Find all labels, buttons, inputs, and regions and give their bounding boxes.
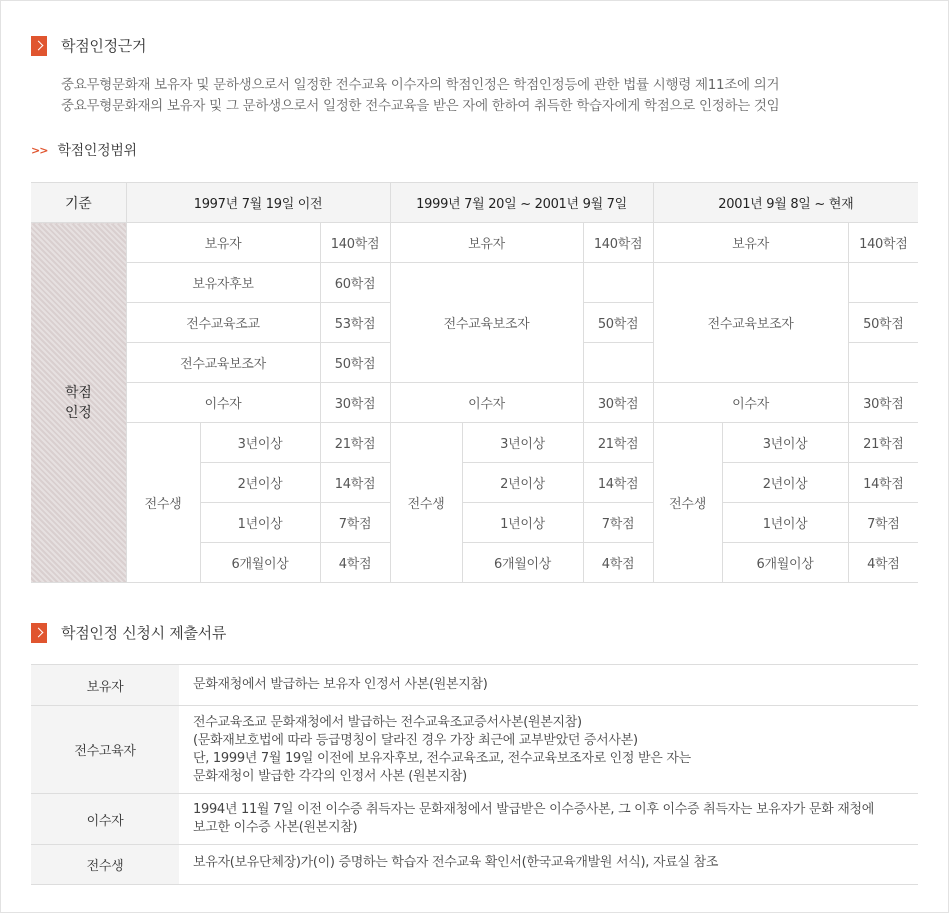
credit-cell: 50학점 bbox=[320, 343, 390, 383]
table-row bbox=[31, 845, 918, 885]
rank-cell: 이수자 bbox=[390, 383, 583, 423]
documents-table bbox=[31, 664, 918, 885]
credit-cell: 140학점 bbox=[848, 223, 918, 263]
trainee-cell: 전수생 bbox=[126, 423, 200, 583]
doc-line: 단, 1999년 7월 19일 이전에 보유자후보, 전수교육조교, 전수교육보조자로 인정 받은 자는 bbox=[193, 750, 691, 766]
trainee-cell: 전수생 bbox=[390, 423, 462, 583]
description-line: 중요무형문화재 보유자 및 문하생으로서 일정한 전수교육 이수자의 학점인정은 학점인정등에 관한 법률 시행령 제11조에 의거 bbox=[61, 77, 780, 93]
chevron-right-icon bbox=[31, 36, 47, 56]
period-cell: 3년이상 bbox=[200, 423, 320, 463]
credit-cell: 7학점 bbox=[848, 503, 918, 543]
period-cell: 2년이상 bbox=[722, 463, 848, 503]
period-cell: 6개월이상 bbox=[722, 543, 848, 583]
period-cell: 1년이상 bbox=[722, 503, 848, 543]
credit-cell: 30학점 bbox=[320, 383, 390, 423]
table-row bbox=[31, 665, 918, 706]
doc-line: 문화재청에서 발급하는 보유자 인정서 사본(원본지참) bbox=[193, 677, 488, 692]
chevron-right-icon bbox=[31, 623, 47, 643]
subsection-title bbox=[31, 140, 137, 160]
credit-cell: 4학점 bbox=[848, 543, 918, 583]
period-cell: 6개월이상 bbox=[200, 543, 320, 583]
doc-label: 전수고육자 bbox=[31, 706, 179, 794]
credit-row-label: 학점 인정 bbox=[31, 223, 126, 583]
period-cell: 1년이상 bbox=[462, 503, 583, 543]
section-title-text: 학점인정근거 bbox=[61, 37, 147, 55]
period-header: 2001년 9월 8일 ~ 현재 bbox=[653, 183, 918, 223]
rank-cell: 이수자 bbox=[653, 383, 848, 423]
credit-cell: 21학점 bbox=[583, 423, 653, 463]
description-line: 중요무형문화재의 보유자 및 그 문하생으로서 일정한 전수교육을 받은 자에 한하여 취득한 학습자에게 학점으로 인정하는 것임 bbox=[61, 98, 780, 114]
period-cell: 2년이상 bbox=[200, 463, 320, 503]
section-title-basis bbox=[31, 35, 146, 56]
section-title-documents bbox=[31, 622, 226, 643]
credit-cell: 4학점 bbox=[320, 543, 390, 583]
credit-cell: 50학점 bbox=[848, 303, 918, 343]
empty-cell bbox=[583, 343, 653, 383]
section-title-text: 학점인정 신청시 제출서류 bbox=[61, 624, 227, 642]
credit-cell: 140학점 bbox=[583, 223, 653, 263]
period-cell: 6개월이상 bbox=[462, 543, 583, 583]
empty-cell bbox=[848, 343, 918, 383]
table-row bbox=[31, 223, 918, 263]
subsection-title-text: 학점인정범위 bbox=[57, 143, 137, 159]
rank-cell: 보유자후보 bbox=[126, 263, 320, 303]
credit-cell: 14학점 bbox=[583, 463, 653, 503]
doc-line: 전수교육조교 문화재청에서 발급하는 전수교육조교증서사본(원본지참) bbox=[193, 714, 582, 730]
table-row bbox=[31, 423, 918, 463]
period-header: 1997년 7월 19일 이전 bbox=[126, 183, 390, 223]
credit-cell: 140학점 bbox=[320, 223, 390, 263]
empty-cell bbox=[583, 263, 653, 303]
rank-cell: 전수교육보조자 bbox=[126, 343, 320, 383]
period-cell: 3년이상 bbox=[462, 423, 583, 463]
credit-cell: 50학점 bbox=[583, 303, 653, 343]
rank-cell: 보유자 bbox=[126, 223, 320, 263]
credit-cell: 21학점 bbox=[848, 423, 918, 463]
doc-label: 전수생 bbox=[31, 845, 179, 885]
table-row bbox=[31, 263, 918, 303]
credit-cell: 53학점 bbox=[320, 303, 390, 343]
credit-cell: 14학점 bbox=[320, 463, 390, 503]
rank-cell: 전수교육조교 bbox=[126, 303, 320, 343]
period-cell: 2년이상 bbox=[462, 463, 583, 503]
doc-description bbox=[179, 794, 918, 845]
credit-cell: 21학점 bbox=[320, 423, 390, 463]
period-cell: 3년이상 bbox=[722, 423, 848, 463]
credit-table bbox=[31, 182, 918, 583]
double-chevron-icon: >> bbox=[31, 143, 48, 157]
criterion-header: 기준 bbox=[31, 183, 126, 223]
doc-description bbox=[179, 845, 918, 885]
table-row bbox=[31, 706, 918, 794]
doc-line: 문화재청이 발급한 각각의 인정서 사본 (원본지참) bbox=[193, 768, 467, 784]
doc-line: 보고한 이수증 사본(원본지참) bbox=[193, 820, 358, 835]
period-cell: 1년이상 bbox=[200, 503, 320, 543]
credit-cell: 30학점 bbox=[583, 383, 653, 423]
doc-description bbox=[179, 706, 918, 794]
rank-cell: 보유자 bbox=[653, 223, 848, 263]
credit-cell: 60학점 bbox=[320, 263, 390, 303]
doc-label: 이수자 bbox=[31, 794, 179, 845]
credit-cell: 7학점 bbox=[583, 503, 653, 543]
credit-cell: 30학점 bbox=[848, 383, 918, 423]
basis-description bbox=[61, 75, 779, 117]
doc-line: 1994년 11월 7일 이전 이수증 취득자는 문화재청에서 발급받은 이수증사본, 그 이후 이수증 취득자는 보유자가 문화 재청에 bbox=[193, 802, 874, 817]
doc-description bbox=[179, 665, 918, 706]
credit-cell: 14학점 bbox=[848, 463, 918, 503]
doc-label: 보유자 bbox=[31, 665, 179, 706]
rank-cell: 전수교육보조자 bbox=[653, 263, 848, 383]
empty-cell bbox=[848, 263, 918, 303]
table-row bbox=[31, 383, 918, 423]
credit-cell: 7학점 bbox=[320, 503, 390, 543]
rank-cell: 전수교육보조자 bbox=[390, 263, 583, 383]
rank-cell: 이수자 bbox=[126, 383, 320, 423]
credit-cell: 4학점 bbox=[583, 543, 653, 583]
doc-line: (문화재보호법에 따라 등급명칭이 달라진 경우 가장 최근에 교부받았던 증서사본) bbox=[193, 732, 638, 748]
table-row bbox=[31, 794, 918, 845]
doc-line: 보유자(보유단체장)가(이) 증명하는 학습자 전수교육 확인서(한국교육개발원 서식), 자료실 참조 bbox=[193, 855, 719, 870]
rank-cell: 보유자 bbox=[390, 223, 583, 263]
trainee-cell: 전수생 bbox=[653, 423, 722, 583]
period-header: 1999년 7월 20일 ~ 2001년 9월 7일 bbox=[390, 183, 653, 223]
